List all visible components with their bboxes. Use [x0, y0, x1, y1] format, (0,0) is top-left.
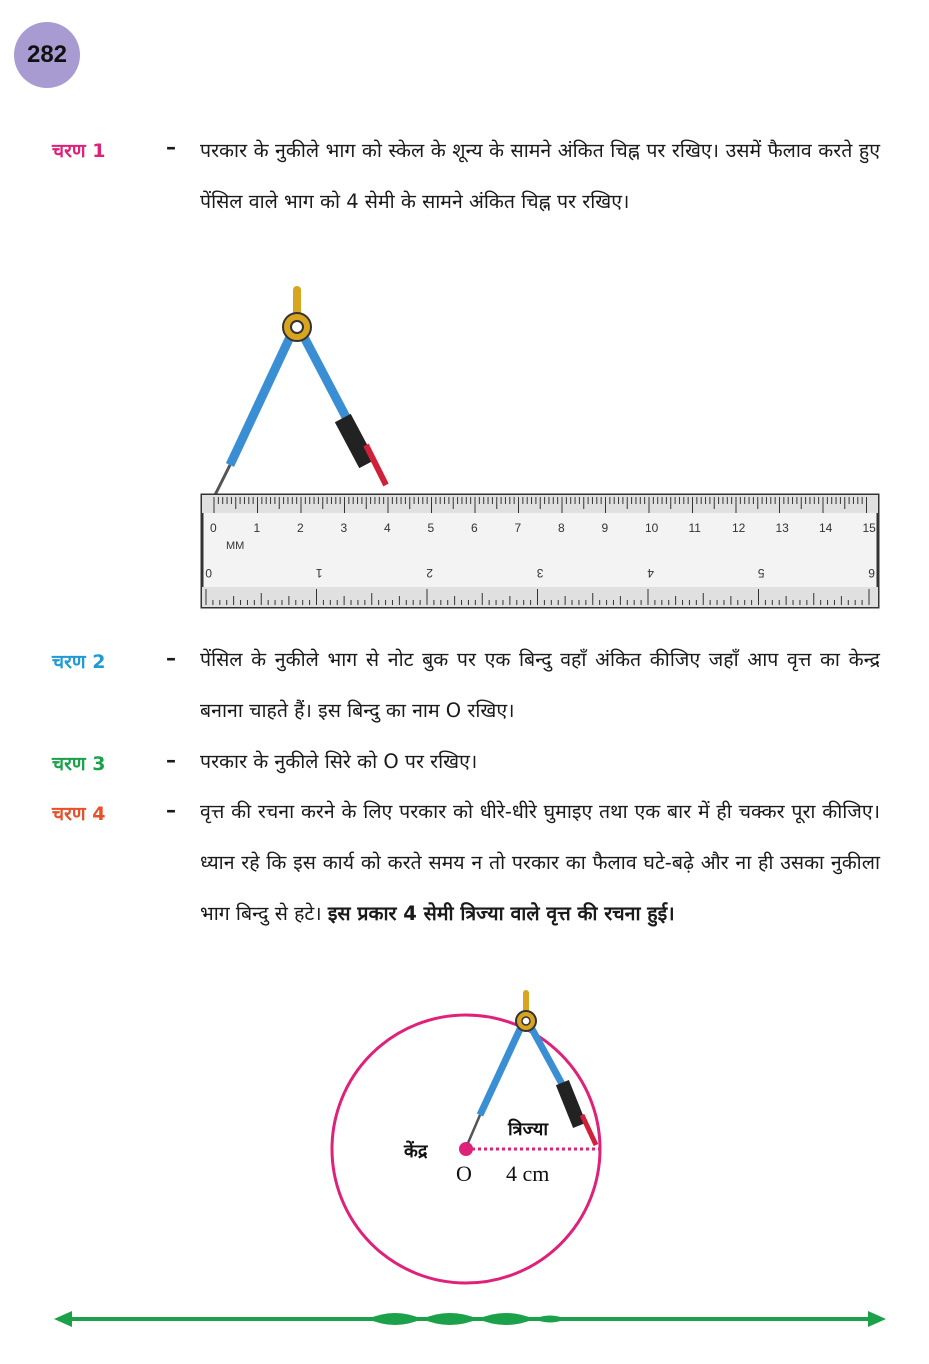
page-number-badge: [14, 22, 80, 88]
ruler-unit-label: MM: [226, 540, 245, 552]
compass-ruler-figure: [190, 285, 890, 615]
ruler-cm-label: 11: [688, 521, 701, 535]
ruler-cm-label: 13: [775, 521, 789, 535]
ruler-cm-label: 12: [732, 521, 746, 535]
ruler-inch-label: 4: [647, 566, 654, 580]
ruler-cm-label: 15: [862, 521, 876, 535]
circle-figure: [320, 985, 640, 1300]
ruler-cm-label: 3: [340, 521, 348, 535]
step-2-text: पेंसिल के नुकीले भाग से नोट बुक पर एक बिन्दु वहाँ अंकित कीजिए जहाँ आप वृत्त का केन्द्र बनाना चाहते हैं। इस बिन्दु का नाम O रखिए।: [200, 648, 880, 722]
step-4-text: [200, 786, 880, 939]
step-1-label: चरण 1: [52, 140, 106, 162]
step-1-text: परकार के नुकीले भाग को स्केल के शून्य के सामने अंकित चिह्न पर रखिए। उसमें फैलाव करते हुए पेंसिल वाले भाग को 4 सेमी के सामने अंकित चिह्न पर रखिए।: [200, 139, 880, 213]
step-2-label: चरण 2: [52, 651, 106, 673]
step-2-dash: –: [166, 646, 176, 670]
ruler-cm-label: 14: [819, 521, 833, 535]
step-4-dash: –: [166, 798, 176, 822]
ruler-icon: [202, 495, 878, 607]
ruler-cm-label: 10: [645, 521, 659, 535]
ruler-cm-label: 4: [384, 521, 391, 535]
ruler-inch-label: 6: [868, 566, 875, 580]
ruler-cm-label: 7: [514, 521, 522, 535]
point-o-label: O: [456, 1161, 472, 1186]
step-4-conclusion: इस प्रकार 4 सेमी त्रिज्या वाले वृत्त की रचना हुई।: [327, 902, 675, 925]
ruler-cm-label: 2: [297, 521, 304, 535]
step-1-dash: –: [166, 135, 176, 159]
step-4-label: चरण 4: [52, 803, 106, 825]
center-point-icon: [459, 1142, 473, 1156]
ruler-inch-label: 1: [315, 566, 323, 580]
compass-icon: [214, 290, 386, 497]
ruler-cm-label: 5: [427, 521, 435, 535]
radius-label: त्रिज्या: [508, 1119, 548, 1140]
ruler-inch-label: 0: [205, 566, 212, 580]
step-4-body: वृत्त की रचना करने के लिए परकार को धीरे-धीरे घुमाइए तथा एक बार में ही चक्कर पूरा कीजिए। ध्यान रहे कि इस कार्य को करते समय न तो परकार का फैलाव घटे-बढ़े और ना ही उसका नुकीला भाग बिन्दु से हटे।: [200, 800, 880, 925]
ruler-cm-label: 6: [471, 521, 478, 535]
page-number: 282: [26, 41, 68, 68]
ruler-inch-label: 3: [536, 566, 544, 580]
ruler-cm-label: 1: [253, 521, 261, 535]
decorative-border: [50, 1302, 890, 1336]
length-label: 4 cm: [506, 1161, 550, 1186]
step-3-text: परकार के नुकीले सिरे को O पर रखिए।: [200, 750, 478, 773]
step-3-dash: –: [166, 748, 176, 772]
ruler-inch-label: 5: [757, 566, 765, 580]
ruler-inch-label: 2: [426, 566, 433, 580]
ruler-cm-label: 9: [601, 521, 609, 535]
step-3-label: चरण 3: [52, 753, 106, 775]
center-label: केंद्र: [404, 1141, 428, 1162]
ruler-cm-label: 0: [210, 521, 217, 535]
ruler-cm-label: 8: [558, 521, 565, 535]
